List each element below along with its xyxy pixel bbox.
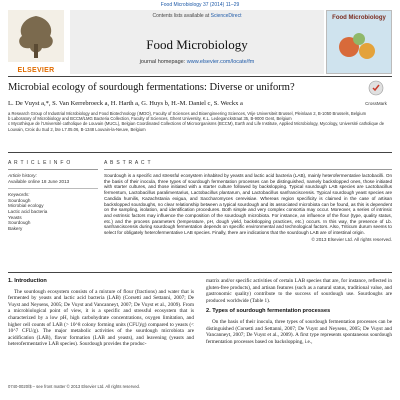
article-info-divider	[8, 169, 98, 170]
keyword-item: Microbial ecology	[8, 203, 44, 209]
keywords-label: Keywords:	[8, 192, 30, 198]
article-title: Microbial ecology of sourdough fermentations: Diverse or uniform?	[8, 82, 295, 93]
elsevier-tree-icon	[8, 10, 64, 62]
copyright-notice: © 2013 Elsevier Ltd. All rights reserved.	[311, 236, 392, 242]
keyword-item: Lactic acid bacteria	[8, 208, 48, 214]
available-online: Available online 18 June 2013	[8, 178, 70, 184]
abstract-label: A B S T R A C T	[104, 160, 152, 166]
body-rule	[8, 272, 392, 273]
homepage-prefix: journal homepage:	[139, 59, 187, 65]
article-history-label: Article history:	[8, 173, 37, 178]
journal-citation: Food Microbiology 37 (2014) 11–29	[160, 2, 240, 8]
abstract-divider	[104, 169, 392, 170]
introduction-paragraph: The sourdough ecosystem consists of a mixture of flour (fractions) and water that is fermented by yeasts and lactic acid bacteria (LAB) (Corsetti and Settanni, 2007; De Vuyst and Neysens, 2005; De Vuyst and Vancanneyt, 2007; De Vuyst et al., 2009). From a microbiological point of view, it is a specific and stressful ecosystem that is characterized by a low pH, high carbohydrate concentrations, oxygen limitation, and higher cell counts of LAB (> 10^8 colony forming units (CFU)/g) compared to yeasts (< 10^7 CFU/g). The major metabolic activities of the sourdough microbiota are acidification (LAB), flavor formation (LAB and yeasts), and leavening (yeasts and heterofermentative LAB species). Sourdough provides the produc-	[8, 288, 194, 348]
affiliations	[8, 111, 392, 132]
article-info	[8, 160, 98, 231]
article-info-label: A R T I C L E I N F O	[8, 160, 72, 166]
keyword-list	[8, 198, 98, 232]
journal-banner	[70, 10, 324, 74]
body-column-left	[8, 278, 194, 351]
header-rule	[8, 76, 392, 77]
cover-image-icon	[327, 25, 391, 69]
info-rule	[8, 152, 392, 153]
affiliation-c: c Mycothèque de l'Université catholique de Louvain (MUCL), Belgian Coordinated Collections of Microorganisms (BCCM), Earth and Life Institute, Applied Microbiology, Mycology, Université catholique de Louvain, Croix du Sud 2, bte L7.05.06, B-1348 Louvain-la-Neuve, Belgium	[8, 121, 385, 132]
author-list: L. De Vuyst a,*, S. Van Kerrebroeck a, H. Harth a, G. Huys b, H.-M. Daniel c, S. Weckx a	[8, 100, 243, 107]
keywords-divider	[8, 188, 98, 189]
journal-cover	[326, 10, 392, 74]
crossmark-icon	[368, 80, 384, 96]
continued-paragraph: matrix and/or specific activities of certain LAB species that are, for instance, reflected in gluten-free products), and artisan features (such as a natural status, traditional value, and gastronomic quality) contribute to the success of sourdough use. Sourdoughs are produced worldwide (Table 1).	[206, 278, 392, 304]
affiliation-a: a Research Group of Industrial Microbiology and Food Biotechnology (IMDO), Faculty of Sciences and Bioengineering Sciences, Vrije Universiteit Brussel, Pleinlaan 2, B-1050 Brussels, Belgium	[8, 111, 367, 116]
affiliation-b: b Laboratory of Microbiology and BCCM/LMG Bacteria Collection, Faculty of Sciences, Ghent University, K.L. Ledeganckstraat 35, B-9000 Gent, Belgium	[8, 116, 292, 122]
homepage-link[interactable]: www.elsevier.com/locate/fm	[186, 59, 255, 65]
journal-header	[8, 10, 392, 74]
cover-title: Food Microbiology	[332, 15, 386, 21]
abstract-text: Sourdough is a specific and stressful ecosystem inhabited by yeasts and lactic acid bacteria (LAB), mainly heterofermentative lactobacilli. On the basis of their inocula, three types of sourdough fermentation processes can be distinguished, namely backslopped ones, those initiated with starter cultures, and those initiated with a starter culture followed by backslopping. Typical sourdough LAB species are Lactobacillus fermentum, Lactobacillus paralimentarius, Lactobacillus plantarum, and Lactobacillus sanfranciscensis. Typical sourdough yeast species are Candida humilis, Kazachstania exigua, and Saccharomyces cerevisiae. Whereas region specificity is claimed in the case of artisan backslopped sourdoughs, no clear relationship between a typical sourdough and its associated microbiota can be found, as this is dependent on the sampling, isolation, and identification procedures. Both simple and very complex consortia may occur. Moreover, a series of intrinsic and extrinsic factors may influence the composition of the sourdough microbiota. For instance, an influence of the flour (type, quality status, etc.) and the process parameters (temperature, pH, dough yield, backslopping practices, etc.) occurs. In this way, the presence of Lb. sanfranciscensis during sourdough fermentation depends on specific environmental and technological factors. Also, Triticum durum seems to select for obligately heterofermentative LAB species. Finally, there are indications that the sourdough LAB are of intestinal origin.	[104, 173, 392, 236]
contents-prefix: Contents lists available at	[152, 13, 211, 19]
section2-heading: 2. Types of sourdough fermentation processes	[206, 308, 331, 315]
journal-homepage	[70, 59, 324, 65]
publisher-logo	[8, 10, 64, 74]
section2-paragraph: On the basis of their inocula, three types of sourdough fermentation processes can be distinguished (Corsetti and Settanni, 2007; De Vuyst and Neysens, 2005; De Vuyst and Vancanneyt, 2007; De Vuyst et al., 2009). A first type represents spontaneous sourdough fermentation processes based on backslopping, i.e.,	[206, 318, 392, 345]
contents-line	[70, 13, 324, 19]
abstract-section	[104, 160, 392, 242]
keyword-item: Bakery	[8, 225, 23, 231]
front-matter-footer: 0740-0020/$ – see front matter © 2013 Elsevier Ltd. All rights reserved.	[8, 384, 141, 389]
body-column-right	[206, 278, 392, 348]
keyword-item: Yeasts	[8, 214, 22, 220]
sciencedirect-link[interactable]: ScienceDirect	[210, 13, 242, 19]
keyword-item: Sourdough	[8, 220, 31, 226]
introduction-heading: 1. Introduction	[8, 278, 47, 284]
publisher-name: ELSEVIER	[17, 67, 55, 74]
keyword-item: Sourdough	[8, 197, 31, 203]
crossmark-label: CrossMark	[365, 101, 387, 106]
journal-title: Food Microbiology	[146, 37, 248, 52]
